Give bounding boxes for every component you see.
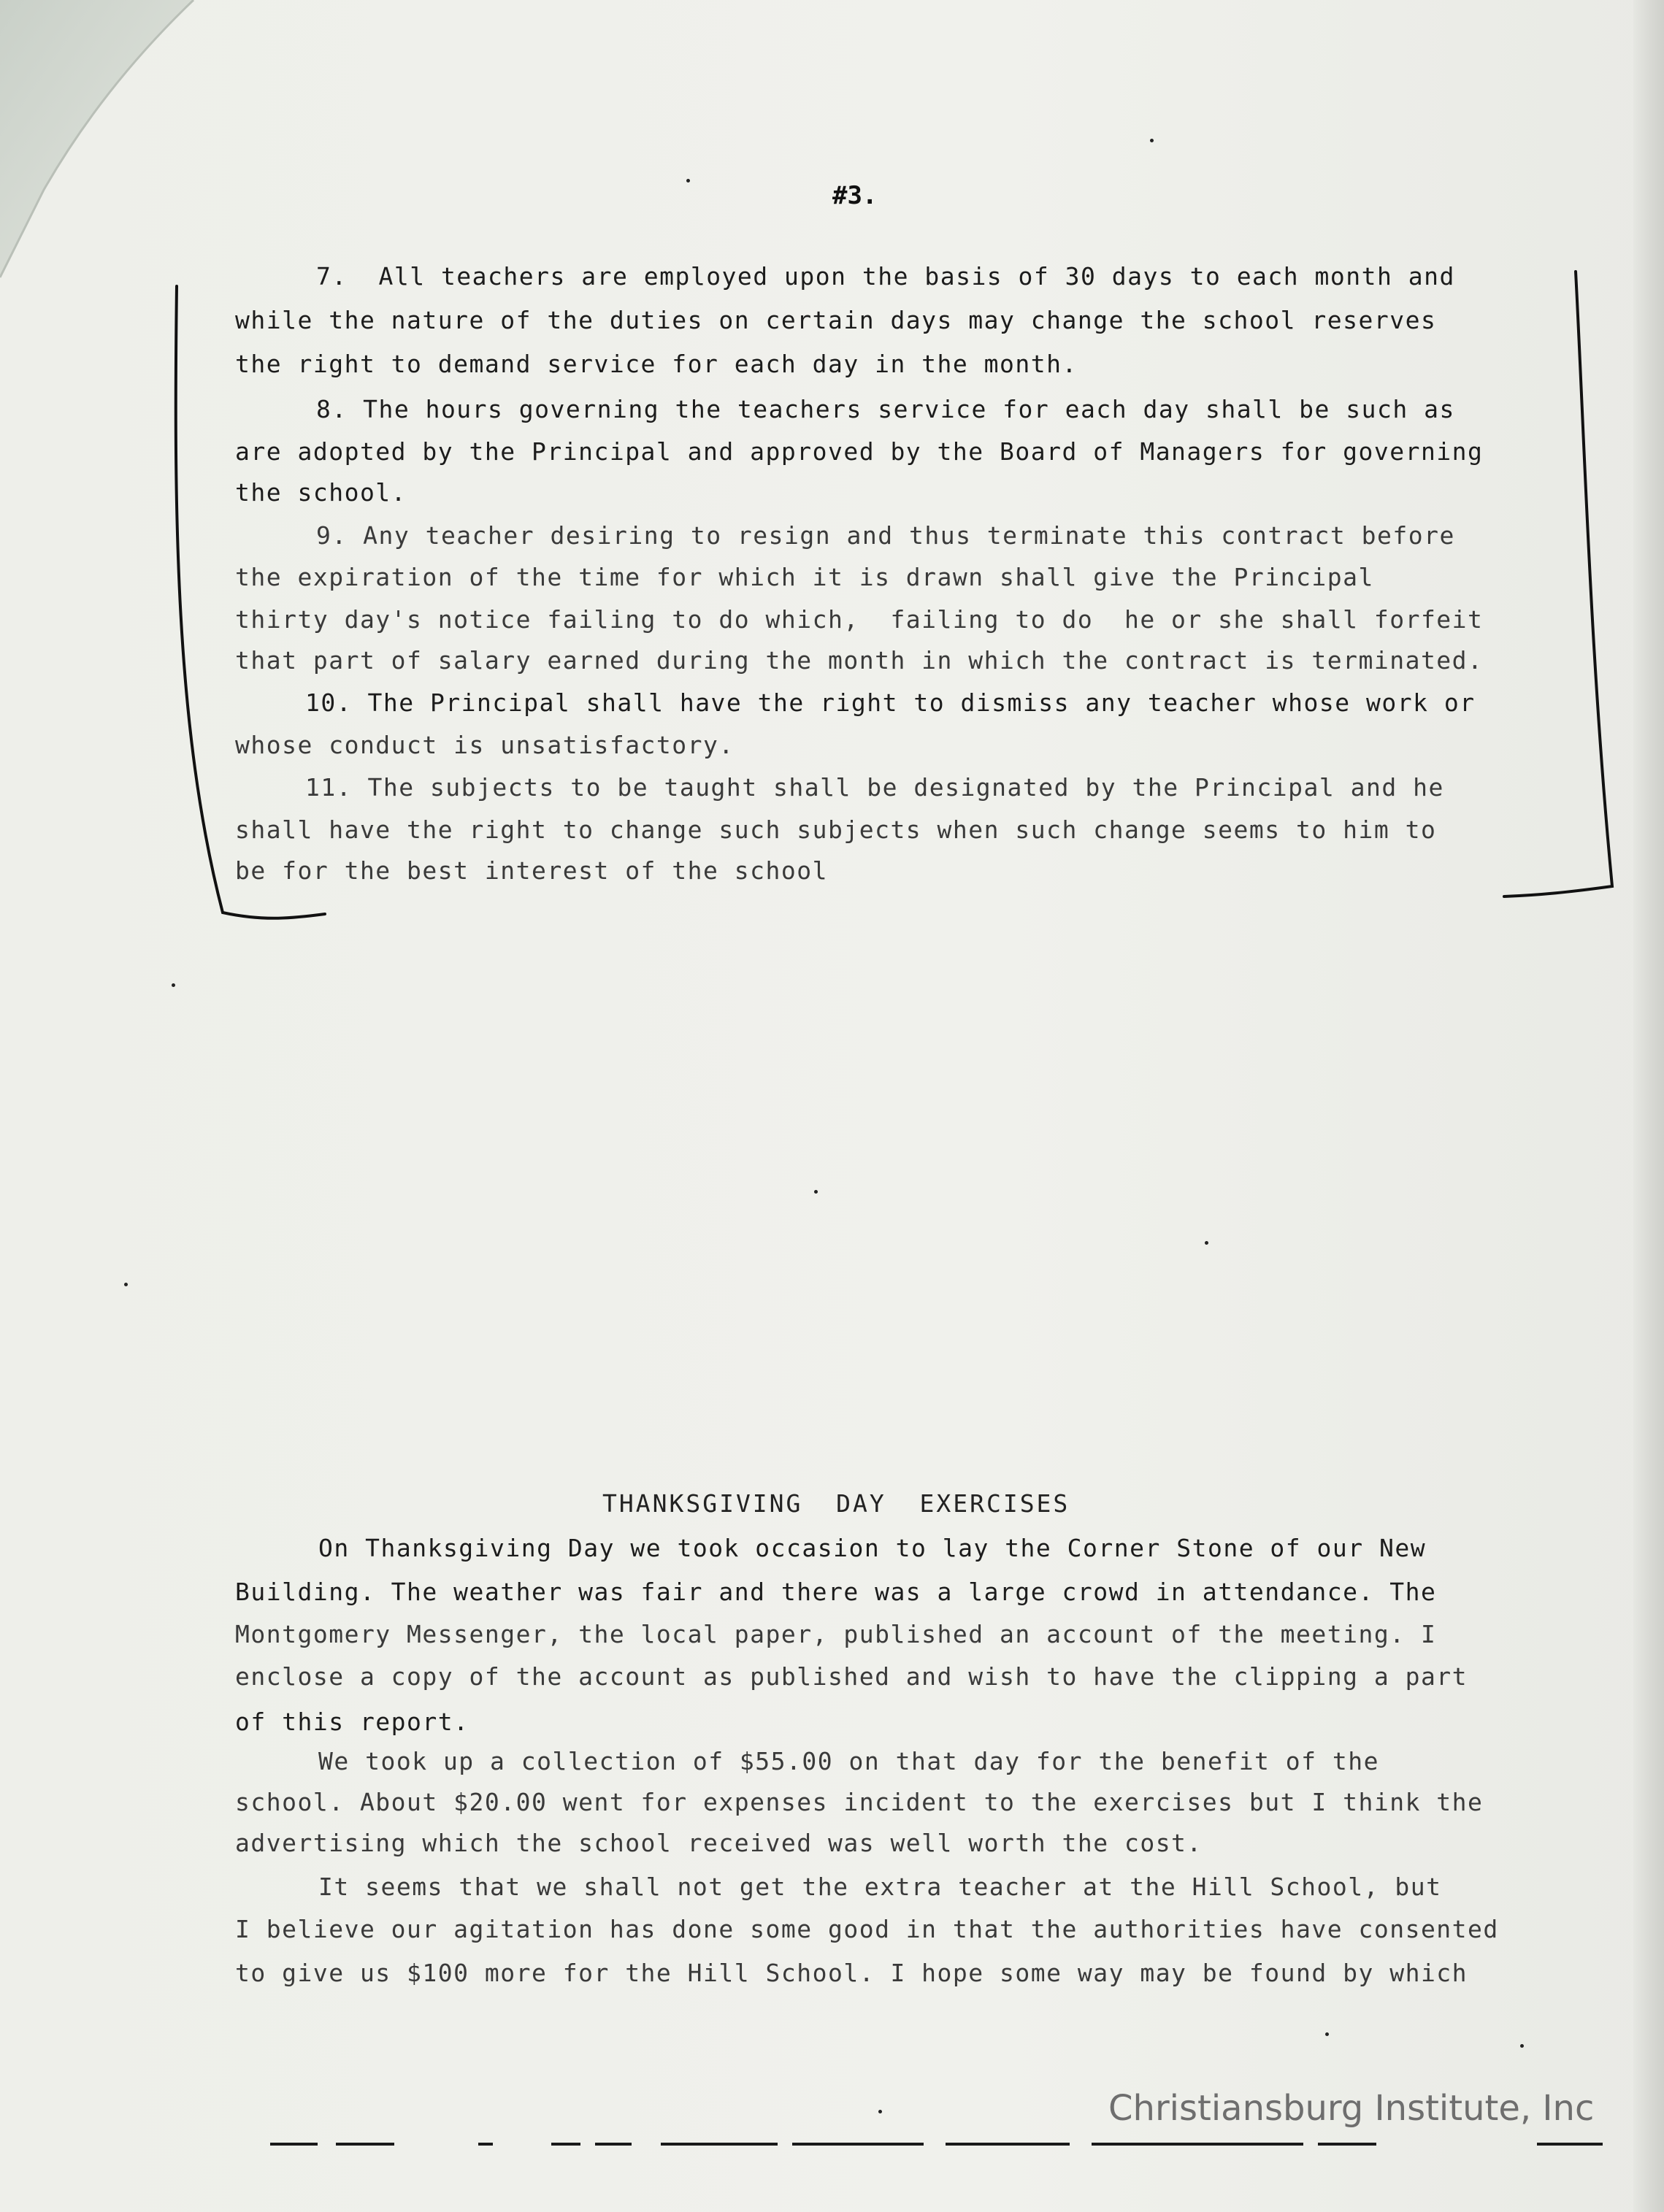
clause-10-line-2: whose conduct is unsatisfactory. [235,731,735,759]
thanksgiving-line-3: Montgomery Messenger, the local paper, published an account of the meeting. I [235,1620,1437,1648]
ink-speck [1150,139,1154,142]
thanksgiving-line-1: On Thanksgiving Day we took occasion to lay the Corner Stone of our New [318,1534,1427,1562]
clause-7-line-2: while the nature of the duties on certain days may change the school reserves [235,306,1437,334]
clause-9-line-3: thirty day's notice failing to do which, failing to do he or she shall forfeit [235,605,1484,634]
thanksgiving-line-6: We took up a collection of $55.00 on that day for the benefit of the [318,1747,1380,1775]
ink-speck [124,1283,128,1286]
footer-dash-rule [267,2139,1610,2149]
ink-speck [1205,1241,1208,1245]
ink-speck [686,179,690,183]
ink-speck [814,1190,818,1194]
clause-8-line-1: 8. The hours governing the teachers service for each day shall be such as [316,395,1455,423]
thanksgiving-line-11: to give us $100 more for the Hill School. I hope some way may be found by which [235,1959,1468,1987]
clause-7-line-3: the right to demand service for each day in the month. [235,350,1078,378]
clause-9-line-4: that part of salary earned during the month in which the contract is terminated. [235,646,1484,675]
thanksgiving-line-5: of this report. [235,1708,469,1736]
clause-11-line-3: be for the best interest of the school [235,856,828,885]
thanksgiving-heading: THANKSGIVING DAY EXERCISES [602,1489,1070,1518]
ink-speck [1520,2044,1524,2048]
clause-10-line-1: 10. The Principal shall have the right to dismiss any teacher whose work or [305,688,1476,717]
clause-11-line-2: shall have the right to change such subjects when such change seems to him to [235,815,1437,844]
ink-speck [1325,2032,1329,2036]
thanksgiving-line-2: Building. The weather was fair and there was a large crowd in attendance. The [235,1578,1437,1606]
thanksgiving-line-10: I believe our agitation has done some good in that the authorities have consented [235,1915,1499,1943]
clause-7-line-1: 7. All teachers are employed upon the basis of 30 days to each month and [316,262,1455,291]
ink-speck [172,983,175,987]
clause-8-line-2: are adopted by the Principal and approved by the Board of Managers for governing [235,437,1484,466]
thanksgiving-line-7: school. About $20.00 went for expenses incident to the exercises but I think the [235,1788,1484,1816]
ink-speck [878,2110,882,2113]
watermark-text: Christiansburg Institute, Inc [1108,2088,1595,2129]
clause-9-line-1: 9. Any teacher desiring to resign and thus terminate this contract before [316,521,1455,550]
clause-8-line-3: the school. [235,478,407,507]
thanksgiving-line-9: It seems that we shall not get the extra teacher at the Hill School, but [318,1873,1442,1901]
thanksgiving-line-8: advertising which the school received was well worth the cost. [235,1829,1203,1857]
clause-11-line-1: 11. The subjects to be taught shall be designated by the Principal and he [305,773,1444,802]
page-number: #3. [832,181,878,210]
page-right-edge [1633,0,1664,2212]
thanksgiving-line-4: enclose a copy of the account as published and wish to have the clipping a part [235,1662,1468,1691]
clause-9-line-2: the expiration of the time for which it is drawn shall give the Principal [235,563,1374,591]
